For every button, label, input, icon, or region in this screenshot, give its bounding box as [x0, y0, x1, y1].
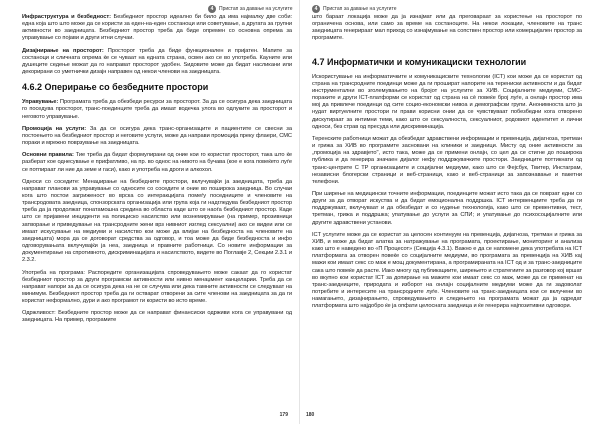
- paragraph-body: Безбедниот простор идеално би било да има најмалку две соби: една која што што може да се користи за еден-на-еден состаноци или советување, а другата за групни активности во заедницата. Безбедниот простор треба да биде опремен со основна опрема за управување со појави и други итни случаи.: [22, 14, 292, 42]
- paragraph-infrastructure: [22, 14, 292, 43]
- paragraph-body: Тие треба да бидат формулирани од оние кои го користат просторот, така што ќе разберат кое однесување е прифатливо, на пр. во однос на нивото на бучава (кое е кога повеќето луѓе се потпираат ли ние да земе и гаси), како и употреба на дроги и алкохол.: [22, 152, 292, 173]
- paragraph-lead: Дизајнирање на просторот:: [22, 47, 104, 54]
- running-head: [208, 4, 292, 13]
- chapter-badge: 4: [312, 5, 320, 13]
- running-head: [312, 4, 396, 13]
- paragraph-space-design: [22, 48, 292, 77]
- section-heading: 4.6.2 Оперирање со безбедните простори: [22, 82, 209, 93]
- paragraph-ict-use: Искористување на информатичките и комуникациските технологии (ICT) кои може да се користат од страна на трансродните поединци може да ги прошират напорите на терениски активности и да бидат инструментални во зголемувањето на бројот на услугите за ХИВ. Социјалните медиуми, СМС-пораките и други ICT-платформи се користат од страна на сè повеќе број луѓе, а онлајн простор има мој да привлече поединци од сите социо-економски нивоа и демографски групи. Анонимноста што ја нудат виртуелните простори ги прави корисни онии да се чувствуваат побезбедни кога отворено дискутираат за интимни теми, како што се сексуалноста, сексуалниот, родовиот идентитет и лични односи, без страв од пресуда или дискриминација.: [312, 73, 582, 130]
- section-heading: 4.7 Информатички и комуникациски технологии: [312, 56, 527, 67]
- paragraph-ground-rules: [22, 152, 292, 173]
- paragraph-promotion: [22, 126, 292, 147]
- paragraph-information: При ширење на медицински точните информации, поединците можат исто така да се поврзат едни со други за да отворат искуства и да бидат емоционална поддршка. ICT интервенциите треба да ги поддржуваат, вклучуваат и да обезбедат и со нудење технологија, како што се превентивни, тест, третман, грижа и поддршка; упатување до услуги за СПИ; и упатување до психосоцијалните или другите здравствени установи.: [312, 190, 582, 226]
- paragraph-lead: Основни правила:: [22, 152, 74, 159]
- paragraph-lead: Инфраструктура и безбедност:: [22, 14, 111, 20]
- paragraph-program-use: [22, 270, 292, 306]
- page-number: 180: [306, 412, 315, 418]
- paragraph-continuum: ICT услугите може да се користат за целосен континуум на превенција, дијагноза, третман и грижа за ХИВ, и може да бидат алатка за натражување на програмата, проектирање, мониторинг и анализа како што е наведено во «П Процесот» (Секција 4.3.1). Важно е да се напомене дека употребата на ICT платформата за отворен повеќе со социјалните медиуми, во програмата за превенција на ХИВ кај мажи кои имаат секс со маж е мощ документирана, а програмираната на ICT од и за транс-заедниците сака што повеќе да расте. Иако многу од публикациите, ширењето и стратегиите за разговор кој вршат во вкупно кои користат ICT за допирање на мажите кои имаат секс со маж, може да се применат на транс-заедниците, природата и изборот на онлајн социјалните медиуми може да ги задоволат потребите и интересите на трансродните луѓе. Членовите на транс-заедницата кои се вклучени во намагањето, дизајнирањето, спроведувањето и следењето на програмата можат да ја одредат платформата што најдобро ќе ја опфати целосната заедница и ќе генерира најпозитивни одговори.: [312, 231, 582, 310]
- paragraph-neighbours: [22, 179, 292, 265]
- paragraph-body: Употреба на програма: Распоредите организацијата спроведувањето може сакаат да го користат безбедниот простор за други програмски активности или нивно менаџмент канцеларии. Треба да се направат напори за да се осигура дека на не се случува или дека тамните активности се следуваат на минимум. Безбедниот простор треба да ги остварат отворени за сите членови на заедницата за да ги користат неформално, дури и ако програмот ги користи во исто време.: [22, 269, 292, 305]
- paragraph-body: Односи со соседите: Менаџирање на безбедните простори, вклучувајќи ја заедницата, треба да направат планови за управување со односите со соседите и оние во поширока заедница. Во случаи кога што постои загриженост во врска со интеракцијата помеѓу поседниците и членовите на трансродовата заедница, спонзорската организација или група која ги надгледува безбедниот простор треба да ја продолжат понатамошна средина во областа каде што се наоѓа безбедниот простор. Каде што се пријавени инциденти на полициско насилство или вознемирување (на пример, прозивници затворање и приведување на трансродните жени врз нивниот изглед сексуални) ако се видеи или се имаат искусување на медиуми и насилство кои може да влијае на безбедноста на членовите на заедницата) мора да се договорат средства за одговор, и тоа може да биде безбедноста и инфо одговорувањата вклучувајќи ја неа, заедница и правните работници. Со новите информации за документирање на спротивното, дискриминацијата и насилството, видете во Поглавје 2, Секции 2.3.1 и 2.3.2.: [22, 178, 292, 264]
- paragraph-management: [22, 99, 292, 120]
- running-head-title: Пристап за давање на услугите: [323, 5, 397, 12]
- paragraph-body: Одржливост: Безбедните простор може да се направат финансиски одрживи кога се управувани од заедницата. На пример, програмите: [22, 310, 292, 324]
- paragraph-lead: Промоција на услуги:: [22, 125, 87, 132]
- chapter-badge: 4: [208, 5, 216, 13]
- paragraph-body: Програмата треба да обезбеди ресурси за просторот. За да се осигура дека заедницата го поседува просторот, транс-поединците треба да имаат водечка улога во одлуките за просторот и неговото управување.: [22, 99, 292, 120]
- right-page: [300, 0, 600, 424]
- page-number: 179: [279, 412, 288, 418]
- running-head-title: Пристап за давање на услугите: [219, 5, 293, 12]
- paragraph-sustainability: [22, 310, 292, 324]
- paragraph-body: За да се осигура дека транс-организаците и пациентите се свесни за постоењето на безбедниот простор и неговите услуги, може да направи промоција преку флаери, СМС пораки и мрежно поврзување на заедницата.: [22, 125, 292, 147]
- paragraph-body: Просторот треба да биде функционален и пријатен. Мапите за состаноци и сличната опрема ќе се чуваат на едната страна, освен ако се во употреба. Кауните или душеците седење можат да го направат просторот удобен. Ѕидовите може да бидат насликани или декорирани со уметнички дизајн направен од некои членови на заедницата.: [22, 47, 292, 76]
- paragraph-intro: што бараат локација може да ја изнајмат или да преговараат за користење на просторот по ограничена основа, или само за време на состаноците. На некои локации, членовите на транс заедницата генерираат мал приход со изнајмување на сопствен простор или комерцијален простор за програмите.: [312, 14, 582, 42]
- paragraph-outreach: Теренските работници можат да обезбедат здравствени информации и превенција, дијагноза, третман и грижа за ХИВ во програмите засновани на клиники и заедници. Мисту од оние активности за „промоција на здравјето", исто така, може да се примени онлајн, со цел да се стигне до поширока публика и да генерира значаен дијалог нефу поддржувачките простори. Заедниците поттикнати од транс-центрите C ТР организациите и социјални медиуми, како што се Фејсбук, Твитер, Инстаграм, независни блогерски страници и веб-страници, како и веб-страници за запознавање и пакетни телефони.: [312, 135, 582, 185]
- paragraph-lead: Управување:: [22, 99, 59, 106]
